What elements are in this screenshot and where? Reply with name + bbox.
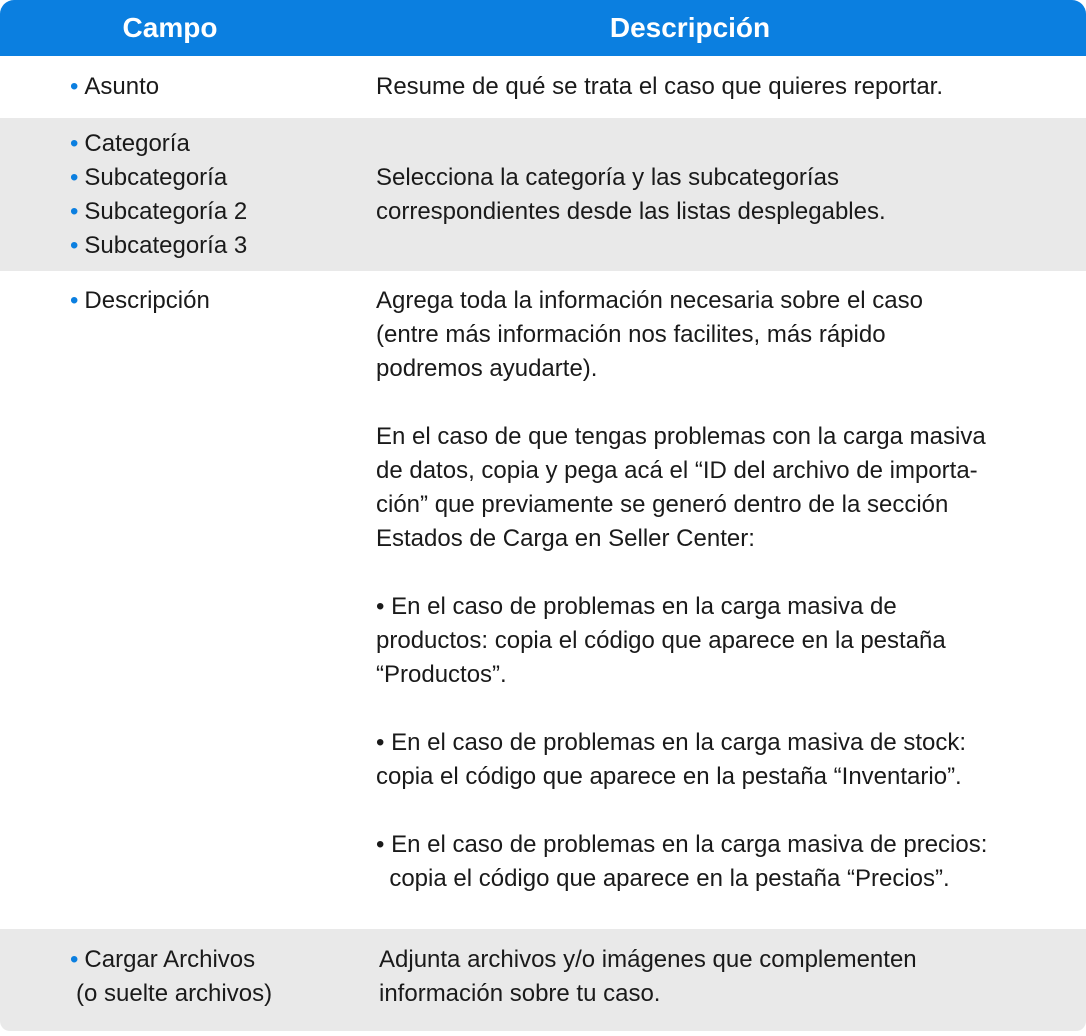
header-descripcion: Descripción — [609, 12, 771, 43]
field-item — [70, 977, 272, 1011]
paragraph-gap — [376, 794, 987, 828]
description-line: información sobre tu caso. — [379, 980, 661, 1007]
paragraph-gap — [376, 692, 987, 726]
description-line: Selecciona la categoría y las subcategorías — [376, 164, 839, 191]
field-label: Subcategoría 3 — [84, 232, 248, 259]
field-label: Subcategoría 2 — [84, 198, 248, 225]
bullet-dot: • — [70, 164, 79, 191]
bullet-dot: • — [70, 73, 79, 100]
header-campo: Campo — [122, 12, 218, 43]
description-line: Agrega toda la información necesaria sobre el caso — [376, 287, 923, 314]
description-line: • En el caso de problemas en la carga masiva de precios: — [376, 831, 988, 858]
field-cell — [70, 127, 247, 263]
paragraph-gap — [376, 386, 987, 420]
field-cell — [70, 943, 272, 1011]
description-line: Adjunta archivos y/o imágenes que complementen — [379, 946, 917, 973]
field-item — [70, 70, 159, 104]
description-line: • En el caso de problemas en la carga masiva de — [376, 593, 897, 620]
table-row-categoria — [0, 118, 1086, 271]
field-label: Asunto — [84, 73, 160, 100]
description-line: Estados de Carga en Seller Center: — [376, 525, 755, 552]
description-line: Resume de qué se trata el caso que quieres reportar. — [376, 73, 943, 100]
description-line: de datos, copia y pega acá el “ID del archivo de importa- — [376, 457, 978, 484]
description-line: podremos ayudarte). — [376, 355, 598, 382]
table-header — [0, 0, 1086, 56]
field-label: Descripción — [84, 287, 210, 314]
field-label: (o suelte archivos) — [76, 980, 273, 1007]
bullet-dot: • — [70, 287, 79, 314]
field-item — [70, 195, 247, 229]
description-cell — [376, 70, 943, 104]
field-label: Categoría — [84, 130, 190, 157]
description-line: (entre más información nos facilites, más rápido — [376, 321, 886, 348]
description-line: “Productos”. — [376, 661, 507, 688]
bullet-dot: • — [70, 232, 79, 259]
description-cell — [376, 161, 886, 229]
description-line: ción” que previamente se generó dentro de la sección — [376, 491, 949, 518]
description-line: productos: copia el código que aparece en la pestaña — [376, 627, 946, 654]
description-cell — [379, 943, 917, 1011]
field-item — [70, 284, 210, 318]
field-label: Subcategoría — [84, 164, 228, 191]
bullet-dot: • — [70, 130, 79, 157]
bullet-dot: • — [70, 946, 79, 973]
field-cell — [70, 70, 159, 104]
paragraph-gap — [376, 556, 987, 590]
description-line: En el caso de que tengas problemas con la carga masiva — [376, 423, 986, 450]
description-line: copia el código que aparece en la pestaña “Inventario”. — [376, 763, 962, 790]
description-line: • En el caso de problemas en la carga masiva de stock: — [376, 729, 967, 756]
field-item — [70, 161, 247, 195]
description-cell — [376, 284, 987, 896]
field-cell — [70, 284, 210, 318]
bullet-dot: • — [70, 198, 79, 225]
field-label: Cargar Archivos — [84, 946, 256, 973]
field-item — [70, 943, 272, 977]
description-line: copia el código que aparece en la pestaña “Precios”. — [376, 865, 950, 892]
table-row-asunto — [0, 56, 1086, 118]
field-item — [70, 229, 247, 263]
field-item — [70, 127, 247, 161]
table-row-descripcion — [0, 271, 1086, 929]
description-line: correspondientes desde las listas desplegables. — [376, 198, 886, 225]
table-row-cargar-archivos — [0, 929, 1086, 1031]
